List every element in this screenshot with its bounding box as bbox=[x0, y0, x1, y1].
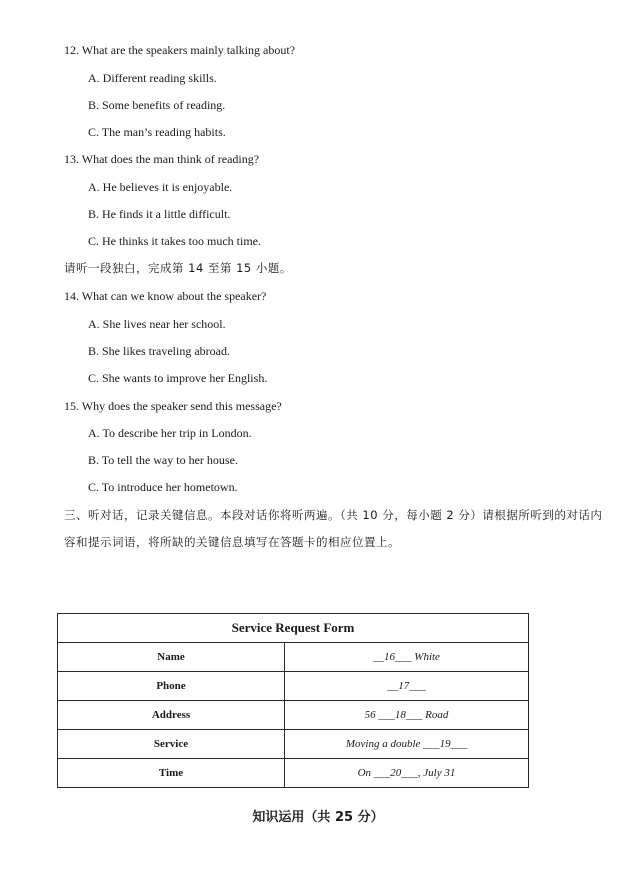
form-label: Service bbox=[58, 730, 285, 759]
section3-instruction-line1: 三、听对话，记录关键信息。本段对话你将听两遍。（共 10 分，每小题 2 分）请根据所听到的对话内 bbox=[64, 508, 603, 522]
question-12-stem: 12. What are the speakers mainly talking about? bbox=[64, 43, 296, 57]
question-12-option-b: B. Some benefits of reading. bbox=[88, 98, 226, 112]
form-row-phone bbox=[58, 672, 529, 701]
form-row-service bbox=[58, 730, 529, 759]
question-12-option-c: C. The man’s reading habits. bbox=[88, 125, 226, 139]
question-15-option-b: B. To tell the way to her house. bbox=[88, 453, 238, 467]
form-row-time bbox=[58, 759, 529, 788]
question-15-option-a: A. To describe her trip in London. bbox=[88, 426, 252, 440]
question-12-option-a: A. Different reading skills. bbox=[88, 71, 217, 85]
next-section-title: 知识运用（共 25 分） bbox=[252, 810, 384, 825]
form-value: Moving a double ___19___ bbox=[285, 730, 529, 759]
service-request-form bbox=[57, 613, 529, 788]
form-value: On ___20___, July 31 bbox=[285, 759, 529, 788]
question-13-option-a: A. He believes it is enjoyable. bbox=[88, 180, 233, 194]
question-15-option-c: C. To introduce her hometown. bbox=[88, 480, 238, 494]
form-row-name bbox=[58, 643, 529, 672]
form-label: Phone bbox=[58, 672, 285, 701]
question-13-option-c: C. He thinks it takes too much time. bbox=[88, 234, 261, 248]
question-15-stem: 15. Why does the speaker send this message? bbox=[64, 399, 282, 413]
form-title: Service Request Form bbox=[58, 614, 529, 643]
section3-instruction-line2: 容和提示词语，将所缺的关键信息填写在答题卡的相应位置上。 bbox=[64, 535, 400, 549]
question-14-option-b: B. She likes traveling abroad. bbox=[88, 344, 230, 358]
monologue-instruction: 请听一段独白，完成第 14 至第 15 小题。 bbox=[64, 261, 292, 275]
question-13-option-b: B. He finds it a little difficult. bbox=[88, 207, 231, 221]
form-label: Time bbox=[58, 759, 285, 788]
question-14-stem: 14. What can we know about the speaker? bbox=[64, 289, 267, 303]
question-14-option-a: A. She lives near her school. bbox=[88, 317, 226, 331]
form-label: Address bbox=[58, 701, 285, 730]
form-label: Name bbox=[58, 643, 285, 672]
form-value: 56 ___18___ Road bbox=[285, 701, 529, 730]
question-13-stem: 13. What does the man think of reading? bbox=[64, 152, 260, 166]
form-value: __16___ White bbox=[285, 643, 529, 672]
form-row-address bbox=[58, 701, 529, 730]
question-14-option-c: C. She wants to improve her English. bbox=[88, 371, 268, 385]
form-value: __17___ bbox=[285, 672, 529, 701]
